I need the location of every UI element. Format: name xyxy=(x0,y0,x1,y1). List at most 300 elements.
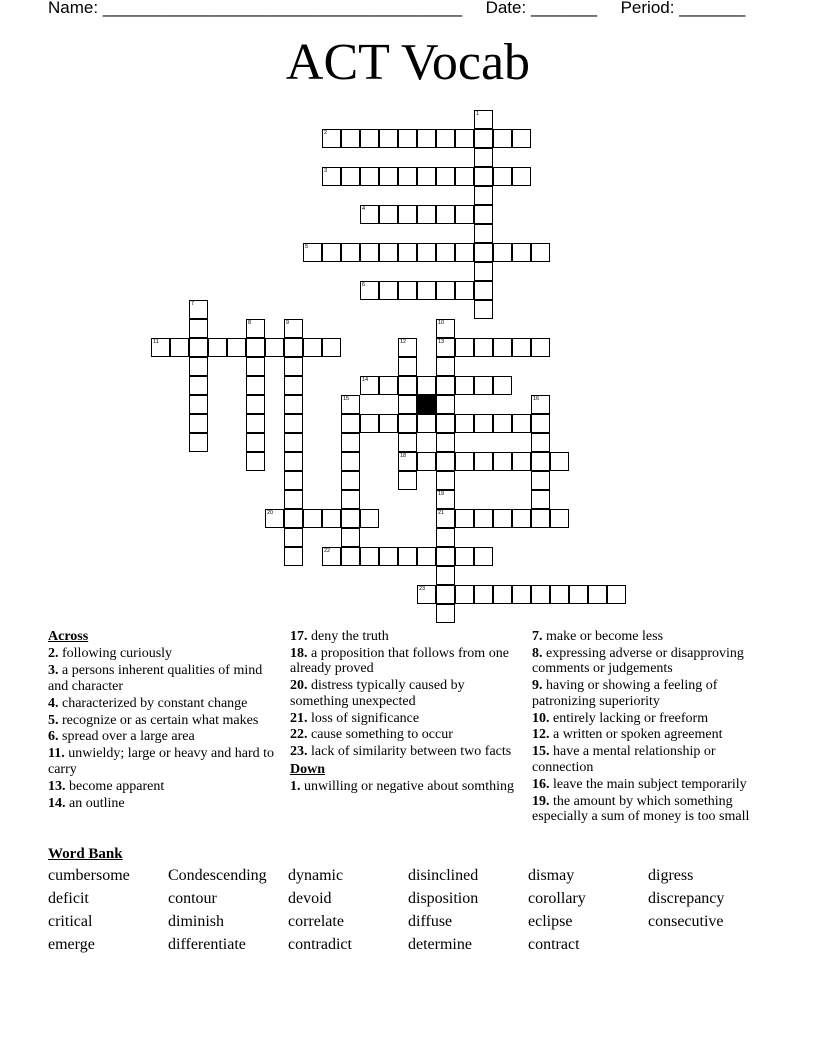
clue-number: 7. xyxy=(532,629,543,644)
grid-cell xyxy=(455,585,474,604)
word-bank-item: emerge xyxy=(48,936,95,953)
word-bank-item: disinclined xyxy=(408,867,479,884)
grid-cell xyxy=(303,509,322,528)
clues-column-3 xyxy=(532,629,768,826)
grid-cell xyxy=(474,167,493,186)
grid-cell xyxy=(170,338,189,357)
clue-number-label: 10 xyxy=(438,320,445,326)
grid-cell xyxy=(493,509,512,528)
clue-number-label: 20 xyxy=(267,510,274,516)
clue-text: become apparent xyxy=(69,778,165,794)
word-bank-item: contradict xyxy=(288,936,352,953)
word-bank-item: discrepancy xyxy=(648,890,725,907)
clue-number: 19. xyxy=(532,793,550,809)
grid-cell xyxy=(284,338,303,357)
grid-cell xyxy=(322,129,341,148)
down-clue xyxy=(532,711,768,726)
grid-cell xyxy=(474,452,493,471)
word-bank-item: diminish xyxy=(168,913,225,930)
grid-cell xyxy=(398,357,417,376)
grid-cell xyxy=(493,338,512,357)
grid-cell xyxy=(455,243,474,262)
clue-text: a proposition that follows from one already proved xyxy=(290,645,509,677)
word-bank-item: devoid xyxy=(288,890,332,907)
grid-cell xyxy=(189,433,208,452)
clue-number-label: 7 xyxy=(191,301,195,307)
grid-cell xyxy=(322,509,341,528)
grid-cell xyxy=(379,167,398,186)
grid-cell xyxy=(246,357,265,376)
grid-cell xyxy=(531,585,550,604)
clue-number: 9. xyxy=(532,678,543,694)
grid-cell xyxy=(379,414,398,433)
down-clue xyxy=(532,678,768,709)
grid-cell xyxy=(398,338,417,357)
grid-cell xyxy=(303,243,322,262)
grid-cell xyxy=(322,167,341,186)
grid-cell xyxy=(398,547,417,566)
grid-cell xyxy=(436,528,455,547)
grid-cell xyxy=(531,433,550,452)
clue-text: characterized by constant change xyxy=(62,695,248,711)
grid-cell xyxy=(322,547,341,566)
grid-cell xyxy=(284,376,303,395)
grid-cell xyxy=(436,452,455,471)
clue-text: a written or spoken agreement xyxy=(553,727,723,743)
clue-number-label: 15 xyxy=(343,396,350,402)
grid-cell xyxy=(436,376,455,395)
grid-cell xyxy=(246,338,265,357)
grid-cell xyxy=(474,129,493,148)
clue-number: 14. xyxy=(48,795,66,811)
grid-cell xyxy=(360,509,379,528)
clue-number-label: 2 xyxy=(324,130,328,136)
grid-cell xyxy=(189,414,208,433)
grid-cell xyxy=(493,376,512,395)
grid-cell xyxy=(189,395,208,414)
grid-cell xyxy=(455,281,474,300)
grid-cell xyxy=(360,129,379,148)
clue-number: 18. xyxy=(290,645,308,661)
grid-cell xyxy=(531,395,550,414)
across-clue xyxy=(290,711,526,726)
grid-cell xyxy=(398,376,417,395)
grid-cell xyxy=(417,281,436,300)
clue-number: 2. xyxy=(48,646,59,662)
grid-cell xyxy=(436,243,455,262)
grid-cell xyxy=(341,490,360,509)
grid-cell xyxy=(284,547,303,566)
grid-cell xyxy=(189,376,208,395)
clue-text: have a mental relationship or connection xyxy=(532,744,716,775)
grid-cell xyxy=(246,376,265,395)
clue-number: 1. xyxy=(290,779,301,795)
grid-cell xyxy=(189,357,208,376)
across-heading: Across xyxy=(48,629,89,644)
grid-cell xyxy=(265,509,284,528)
grid-cell xyxy=(436,338,455,357)
grid-cell xyxy=(360,167,379,186)
word-bank-item: disposition xyxy=(408,890,479,907)
grid-cell xyxy=(341,243,360,262)
across-clue xyxy=(48,729,284,744)
grid-cell xyxy=(246,395,265,414)
grid-cell xyxy=(436,566,455,585)
clue-text: following curiously xyxy=(62,646,173,662)
grid-cell xyxy=(246,414,265,433)
grid-cell xyxy=(341,547,360,566)
word-bank-item: correlate xyxy=(288,913,344,930)
grid-cell xyxy=(436,129,455,148)
grid-cell xyxy=(398,471,417,490)
grid-cell xyxy=(569,585,588,604)
clue-number-label: 3 xyxy=(324,168,328,174)
grid-cell xyxy=(189,319,208,338)
grid-cell xyxy=(265,338,284,357)
clue-number-label: 23 xyxy=(419,586,426,592)
clue-text: distress typically caused by something unexpected xyxy=(290,678,465,709)
grid-cell xyxy=(493,129,512,148)
grid-cell xyxy=(284,490,303,509)
grid-cell xyxy=(322,243,341,262)
grid-cell xyxy=(550,509,569,528)
clues-column-2 xyxy=(290,629,526,796)
grid-cell xyxy=(455,129,474,148)
clue-text: the amount by which something especially a sum of money is too small xyxy=(532,793,750,824)
word-bank-item: differentiate xyxy=(168,936,246,953)
grid-cell xyxy=(531,243,550,262)
grid-cell xyxy=(379,243,398,262)
grid-cell xyxy=(474,585,493,604)
clue-text: make or become less xyxy=(546,629,664,644)
clue-number: 17. xyxy=(290,629,308,644)
across-clue xyxy=(290,744,526,759)
clue-text: entirely lacking or freeform xyxy=(553,710,709,726)
grid-cell xyxy=(436,414,455,433)
grid-cell xyxy=(284,395,303,414)
grid-cell xyxy=(474,224,493,243)
name-blank: ______________________________________ xyxy=(102,0,463,17)
grid-cell xyxy=(398,205,417,224)
grid-cell xyxy=(189,338,208,357)
grid-cell xyxy=(151,338,170,357)
word-bank-item: contour xyxy=(168,890,217,907)
clue-text: recognize or as certain what makes xyxy=(62,712,259,728)
grid-cell xyxy=(607,585,626,604)
clue-number: 3. xyxy=(48,663,59,679)
grid-cell xyxy=(284,471,303,490)
grid-cell xyxy=(436,585,455,604)
grid-cell xyxy=(436,604,455,623)
grid-cell xyxy=(455,205,474,224)
grid-cell xyxy=(474,205,493,224)
clue-number: 20. xyxy=(290,678,308,694)
clue-text: deny the truth xyxy=(311,629,389,644)
grid-cell xyxy=(284,357,303,376)
grid-cell xyxy=(360,376,379,395)
clue-number-label: 8 xyxy=(248,320,252,326)
grid-cell xyxy=(341,167,360,186)
down-clue xyxy=(532,794,768,825)
grid-cell xyxy=(455,452,474,471)
grid-cell xyxy=(284,414,303,433)
grid-cell xyxy=(531,471,550,490)
grid-cell xyxy=(493,452,512,471)
across-clue xyxy=(48,646,284,661)
grid-cell xyxy=(493,167,512,186)
down-clue xyxy=(532,629,768,644)
grid-cell xyxy=(455,376,474,395)
grid-cell xyxy=(436,357,455,376)
word-bank-item: corollary xyxy=(528,890,586,907)
grid-cell xyxy=(417,547,436,566)
grid-cell xyxy=(322,338,341,357)
grid-cell xyxy=(246,433,265,452)
clue-number-label: 19 xyxy=(438,491,445,497)
grid-cell xyxy=(512,452,531,471)
grid-cell xyxy=(360,281,379,300)
grid-cell xyxy=(550,452,569,471)
word-bank-item: Condescending xyxy=(168,867,267,884)
grid-cell xyxy=(417,167,436,186)
grid-cell xyxy=(360,414,379,433)
clue-text: an outline xyxy=(69,795,125,811)
clue-number: 5. xyxy=(48,712,59,728)
clue-number: 15. xyxy=(532,744,550,760)
grid-cell xyxy=(455,338,474,357)
grid-cell xyxy=(436,471,455,490)
grid-cell xyxy=(474,414,493,433)
clues-column-1 xyxy=(48,629,284,812)
across-clue xyxy=(290,629,526,644)
clue-number-label: 9 xyxy=(286,320,290,326)
down-clue xyxy=(532,646,768,677)
grid-cell xyxy=(436,319,455,338)
grid-cell xyxy=(531,452,550,471)
grid-cell xyxy=(588,585,607,604)
grid-cell xyxy=(436,547,455,566)
grid-cell xyxy=(398,129,417,148)
clue-number-label: 11 xyxy=(153,339,159,345)
grid-cell xyxy=(284,433,303,452)
date-label: Date: xyxy=(485,0,527,17)
clue-number: 12. xyxy=(532,727,550,743)
grid-cell xyxy=(436,281,455,300)
clue-text: lack of similarity between two facts xyxy=(311,744,512,760)
down-clue xyxy=(532,727,768,742)
clue-number-label: 6 xyxy=(362,282,366,288)
grid-cell xyxy=(436,490,455,509)
grid-cell xyxy=(246,452,265,471)
grid-cell xyxy=(436,167,455,186)
grid-cell xyxy=(512,167,531,186)
clue-number-label: 22 xyxy=(324,548,331,554)
grid-cell xyxy=(208,338,227,357)
grid-cell xyxy=(474,243,493,262)
word-bank-item: deficit xyxy=(48,890,89,907)
grid-cell xyxy=(341,433,360,452)
down-heading: Down xyxy=(290,761,326,777)
grid-cell xyxy=(512,509,531,528)
grid-cell xyxy=(341,129,360,148)
grid-cell xyxy=(512,585,531,604)
date-blank: _______ xyxy=(530,0,598,17)
grid-cell xyxy=(398,395,417,414)
grid-cell xyxy=(474,262,493,281)
clue-number-label: 14 xyxy=(362,377,369,383)
across-clue xyxy=(48,796,284,811)
grid-cell xyxy=(417,414,436,433)
grid-cell xyxy=(417,243,436,262)
clue-number-label: 21 xyxy=(438,510,445,516)
clue-number-label: 12 xyxy=(400,339,407,345)
grid-cell xyxy=(360,205,379,224)
grid-cell xyxy=(474,300,493,319)
across-clue xyxy=(48,779,284,794)
grid-cell xyxy=(417,585,436,604)
grid-cell xyxy=(379,547,398,566)
grid-cell xyxy=(398,243,417,262)
clue-number: 8. xyxy=(532,645,543,661)
across-clue xyxy=(48,696,284,711)
across-clue xyxy=(290,646,526,677)
grid-cell xyxy=(379,129,398,148)
grid-cell xyxy=(227,338,246,357)
grid-cell xyxy=(360,243,379,262)
grid-cell xyxy=(493,414,512,433)
grid-cell xyxy=(246,319,265,338)
grid-cell xyxy=(398,414,417,433)
word-bank-item: consecutive xyxy=(648,913,724,930)
grid-cell xyxy=(474,338,493,357)
grid-cell xyxy=(474,148,493,167)
grid-cell xyxy=(474,110,493,129)
word-bank-item: eclipse xyxy=(528,913,573,930)
grid-cell xyxy=(436,395,455,414)
word-bank-item: diffuse xyxy=(408,913,453,930)
grid-cell xyxy=(474,509,493,528)
clue-number-label: 13 xyxy=(438,339,445,345)
grid-cell xyxy=(455,509,474,528)
across-clue xyxy=(48,663,284,694)
grid-cell xyxy=(398,167,417,186)
grid-cell xyxy=(550,585,569,604)
clue-number: 21. xyxy=(290,710,308,726)
word-bank-item: determine xyxy=(408,936,472,953)
grid-cell xyxy=(417,205,436,224)
page-title: ACT Vocab xyxy=(285,34,531,91)
grid-cell xyxy=(493,243,512,262)
grid-cell xyxy=(341,509,360,528)
word-bank-item: digress xyxy=(648,867,694,884)
word-bank-item: dismay xyxy=(528,867,575,884)
clue-text: spread over a large area xyxy=(62,729,195,745)
grid-cell xyxy=(531,338,550,357)
grid-cell xyxy=(284,452,303,471)
grid-cell xyxy=(474,186,493,205)
clue-number-label: 1 xyxy=(476,111,480,117)
grid-cell xyxy=(189,300,208,319)
grid-cell xyxy=(455,167,474,186)
clue-number: 13. xyxy=(48,778,66,794)
clue-number: 10. xyxy=(532,710,550,726)
grid-cell xyxy=(379,281,398,300)
grid-cell xyxy=(436,433,455,452)
grid-cell xyxy=(436,205,455,224)
grid-cell xyxy=(531,509,550,528)
grid-cell xyxy=(512,243,531,262)
clue-number: 23. xyxy=(290,744,308,760)
across-clue xyxy=(48,746,284,777)
grid-cell xyxy=(417,129,436,148)
grid-cell xyxy=(436,509,455,528)
clue-number: 4. xyxy=(48,695,59,711)
word-bank-item: dynamic xyxy=(288,867,344,884)
clue-number: 16. xyxy=(532,776,550,792)
grid-cell xyxy=(341,452,360,471)
grid-cell xyxy=(398,281,417,300)
grid-cell xyxy=(341,528,360,547)
clue-number: 22. xyxy=(290,727,308,743)
clue-text: cause something to occur xyxy=(311,727,453,743)
grid-cell xyxy=(531,414,550,433)
grid-cell xyxy=(474,547,493,566)
clue-text: expressing adverse or disapproving comments or judgements xyxy=(532,645,744,677)
down-clue xyxy=(290,779,526,794)
down-clue xyxy=(532,744,768,775)
grid-cell xyxy=(360,547,379,566)
grid-cell xyxy=(493,585,512,604)
grid-cell xyxy=(284,528,303,547)
grid-cell xyxy=(398,452,417,471)
grid-cell xyxy=(284,319,303,338)
grid-cell xyxy=(398,433,417,452)
grid-cell xyxy=(284,509,303,528)
across-clue xyxy=(48,713,284,728)
word-bank-heading: Word Bank xyxy=(48,846,123,862)
grid-cell xyxy=(512,338,531,357)
grid-cell xyxy=(341,471,360,490)
word-bank-item: cumbersome xyxy=(48,867,130,884)
clue-number: 6. xyxy=(48,729,59,745)
clue-number-label: 18 xyxy=(400,453,407,459)
clue-number: 11. xyxy=(48,746,65,762)
grid-cell xyxy=(303,338,322,357)
grid-cell xyxy=(512,129,531,148)
across-clue xyxy=(290,727,526,742)
clue-text: loss of significance xyxy=(311,710,420,726)
clue-number-label: 5 xyxy=(305,244,309,250)
clue-text: having or showing a feeling of patronizing superiority xyxy=(532,678,718,709)
word-bank-list xyxy=(48,866,768,954)
grid-cell xyxy=(455,414,474,433)
period-blank: _______ xyxy=(679,0,746,17)
grid-cell xyxy=(455,547,474,566)
grid-cell xyxy=(341,395,360,414)
down-clue xyxy=(532,777,768,792)
grid-cell xyxy=(474,376,493,395)
grid-cell xyxy=(531,490,550,509)
clue-text: leave the main subject temporarily xyxy=(553,776,747,792)
grid-cell xyxy=(474,281,493,300)
across-clue xyxy=(290,678,526,709)
word-bank xyxy=(48,846,768,954)
word-bank-item: critical xyxy=(48,913,93,930)
black-cell xyxy=(417,395,436,414)
grid-cell xyxy=(417,376,436,395)
name-label: Name: xyxy=(48,0,99,17)
grid-cell xyxy=(379,205,398,224)
